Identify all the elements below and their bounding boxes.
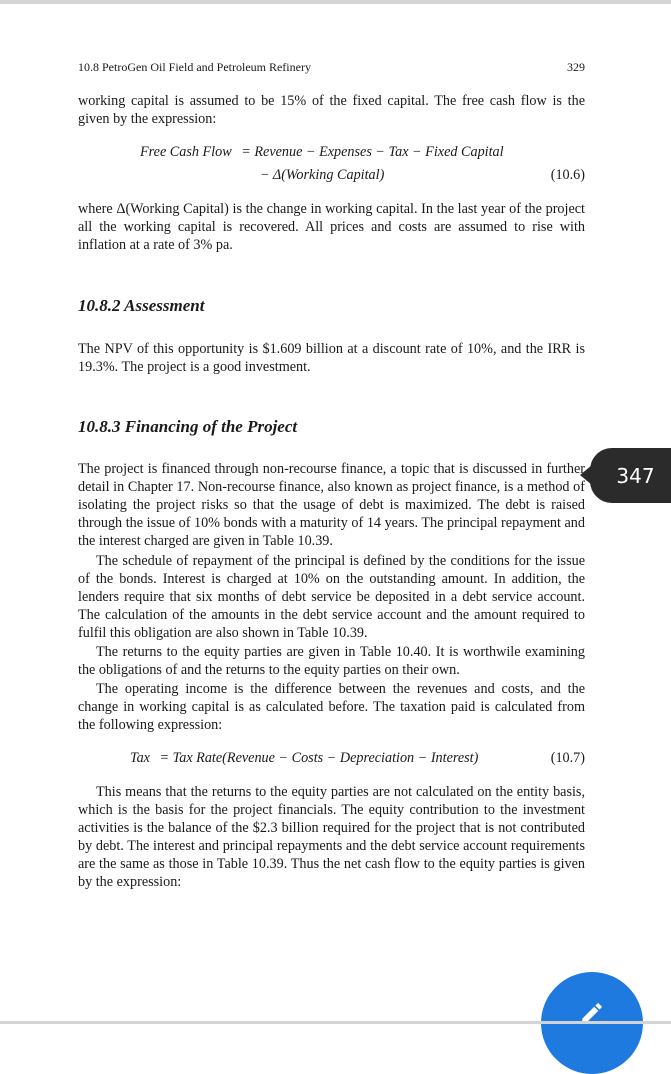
running-head-title: 10.8 PetroGen Oil Field and Petroleum Refinery — [78, 60, 311, 74]
top-divider — [0, 0, 671, 4]
paragraph-operating-income: The operating income is the difference between the revenues and costs, and the change in working capital is as calculated before. The taxation paid is calculated from the following expression: — [78, 681, 585, 733]
paragraph-working-capital: working capital is assumed to be 15% of the fixed capital. The free cash flow is the given by the expression: — [78, 93, 585, 127]
page-indicator-badge[interactable]: 347 — [590, 448, 671, 503]
paragraph-assessment: The NPV of this opportunity is $1.609 billion at a discount rate of 10%, and the IRR is 19.3%. The project is a good investment. — [78, 341, 585, 375]
paragraph-equity-basis: This means that the returns to the equity parties are not calculated on the entity basis, which is the basis for the project financials. The equity contribution to the investment activities is the balance of the $2.3 billion required for the project that is not contributed by debt. The interest and principal repayments and the debt service account requirements are the same as those in Table 10.39. Thus the net cash flow to the equity parties is given by the expression: — [78, 784, 585, 890]
equation-10-7 — [130, 750, 478, 767]
section-heading-assessment: 10.8.2 Assessment — [78, 296, 205, 315]
equation-lhs: Tax — [130, 750, 150, 766]
paragraph-repayment-schedule: The schedule of repayment of the principal is defined by the conditions for the issue of the bonds. Interest is charged at 10% on the outstanding amount. In addition, the lenders require that six months of debt service be deposited in a debt service account. The calculation of the amounts in the debt service account and the amount required to fulfil this obligation are also shown in Table 10.39. — [78, 553, 585, 641]
paragraph-delta-working-capital: where Δ(Working Capital) is the change in working capital. In the last year of the project all the working capital is recovered. All prices and costs are assumed to rise with inflation at a rate of 3% pa. — [78, 201, 585, 253]
section-heading-financing: 10.8.3 Financing of the Project — [78, 417, 298, 436]
equation-number: (10.6) — [550, 167, 585, 183]
equation-10-6-line2: − Δ(Working Capital) — [260, 167, 385, 183]
equation-10-6-line1 — [140, 144, 504, 161]
equation-number: (10.7) — [550, 750, 585, 766]
paragraph-financing-intro: The project is financed through non-recourse finance, a topic that is discussed in further detail in Chapter 17. Non-recourse finance, also known as project finance, is a method of isolating the project risks so that the usage of debt is maximized. The debt is raised through the issue of 10% bonds with a maturity of 14 years. The principal repayment and the interest charged are given in Table 10.39. — [78, 461, 585, 549]
equation-rhs: = Tax Rate(Revenue − Costs − Depreciation − Interest) — [159, 750, 479, 766]
equation-rhs: = Revenue − Expenses − Tax − Fixed Capital — [241, 144, 504, 160]
paragraph-equity-returns: The returns to the equity parties are given in Table 10.40. It is worthwile examining the obligations of and the returns to the equity parties on their own. — [78, 644, 585, 678]
equation-lhs: Free Cash Flow — [140, 144, 232, 160]
page-number: 329 — [567, 60, 585, 74]
